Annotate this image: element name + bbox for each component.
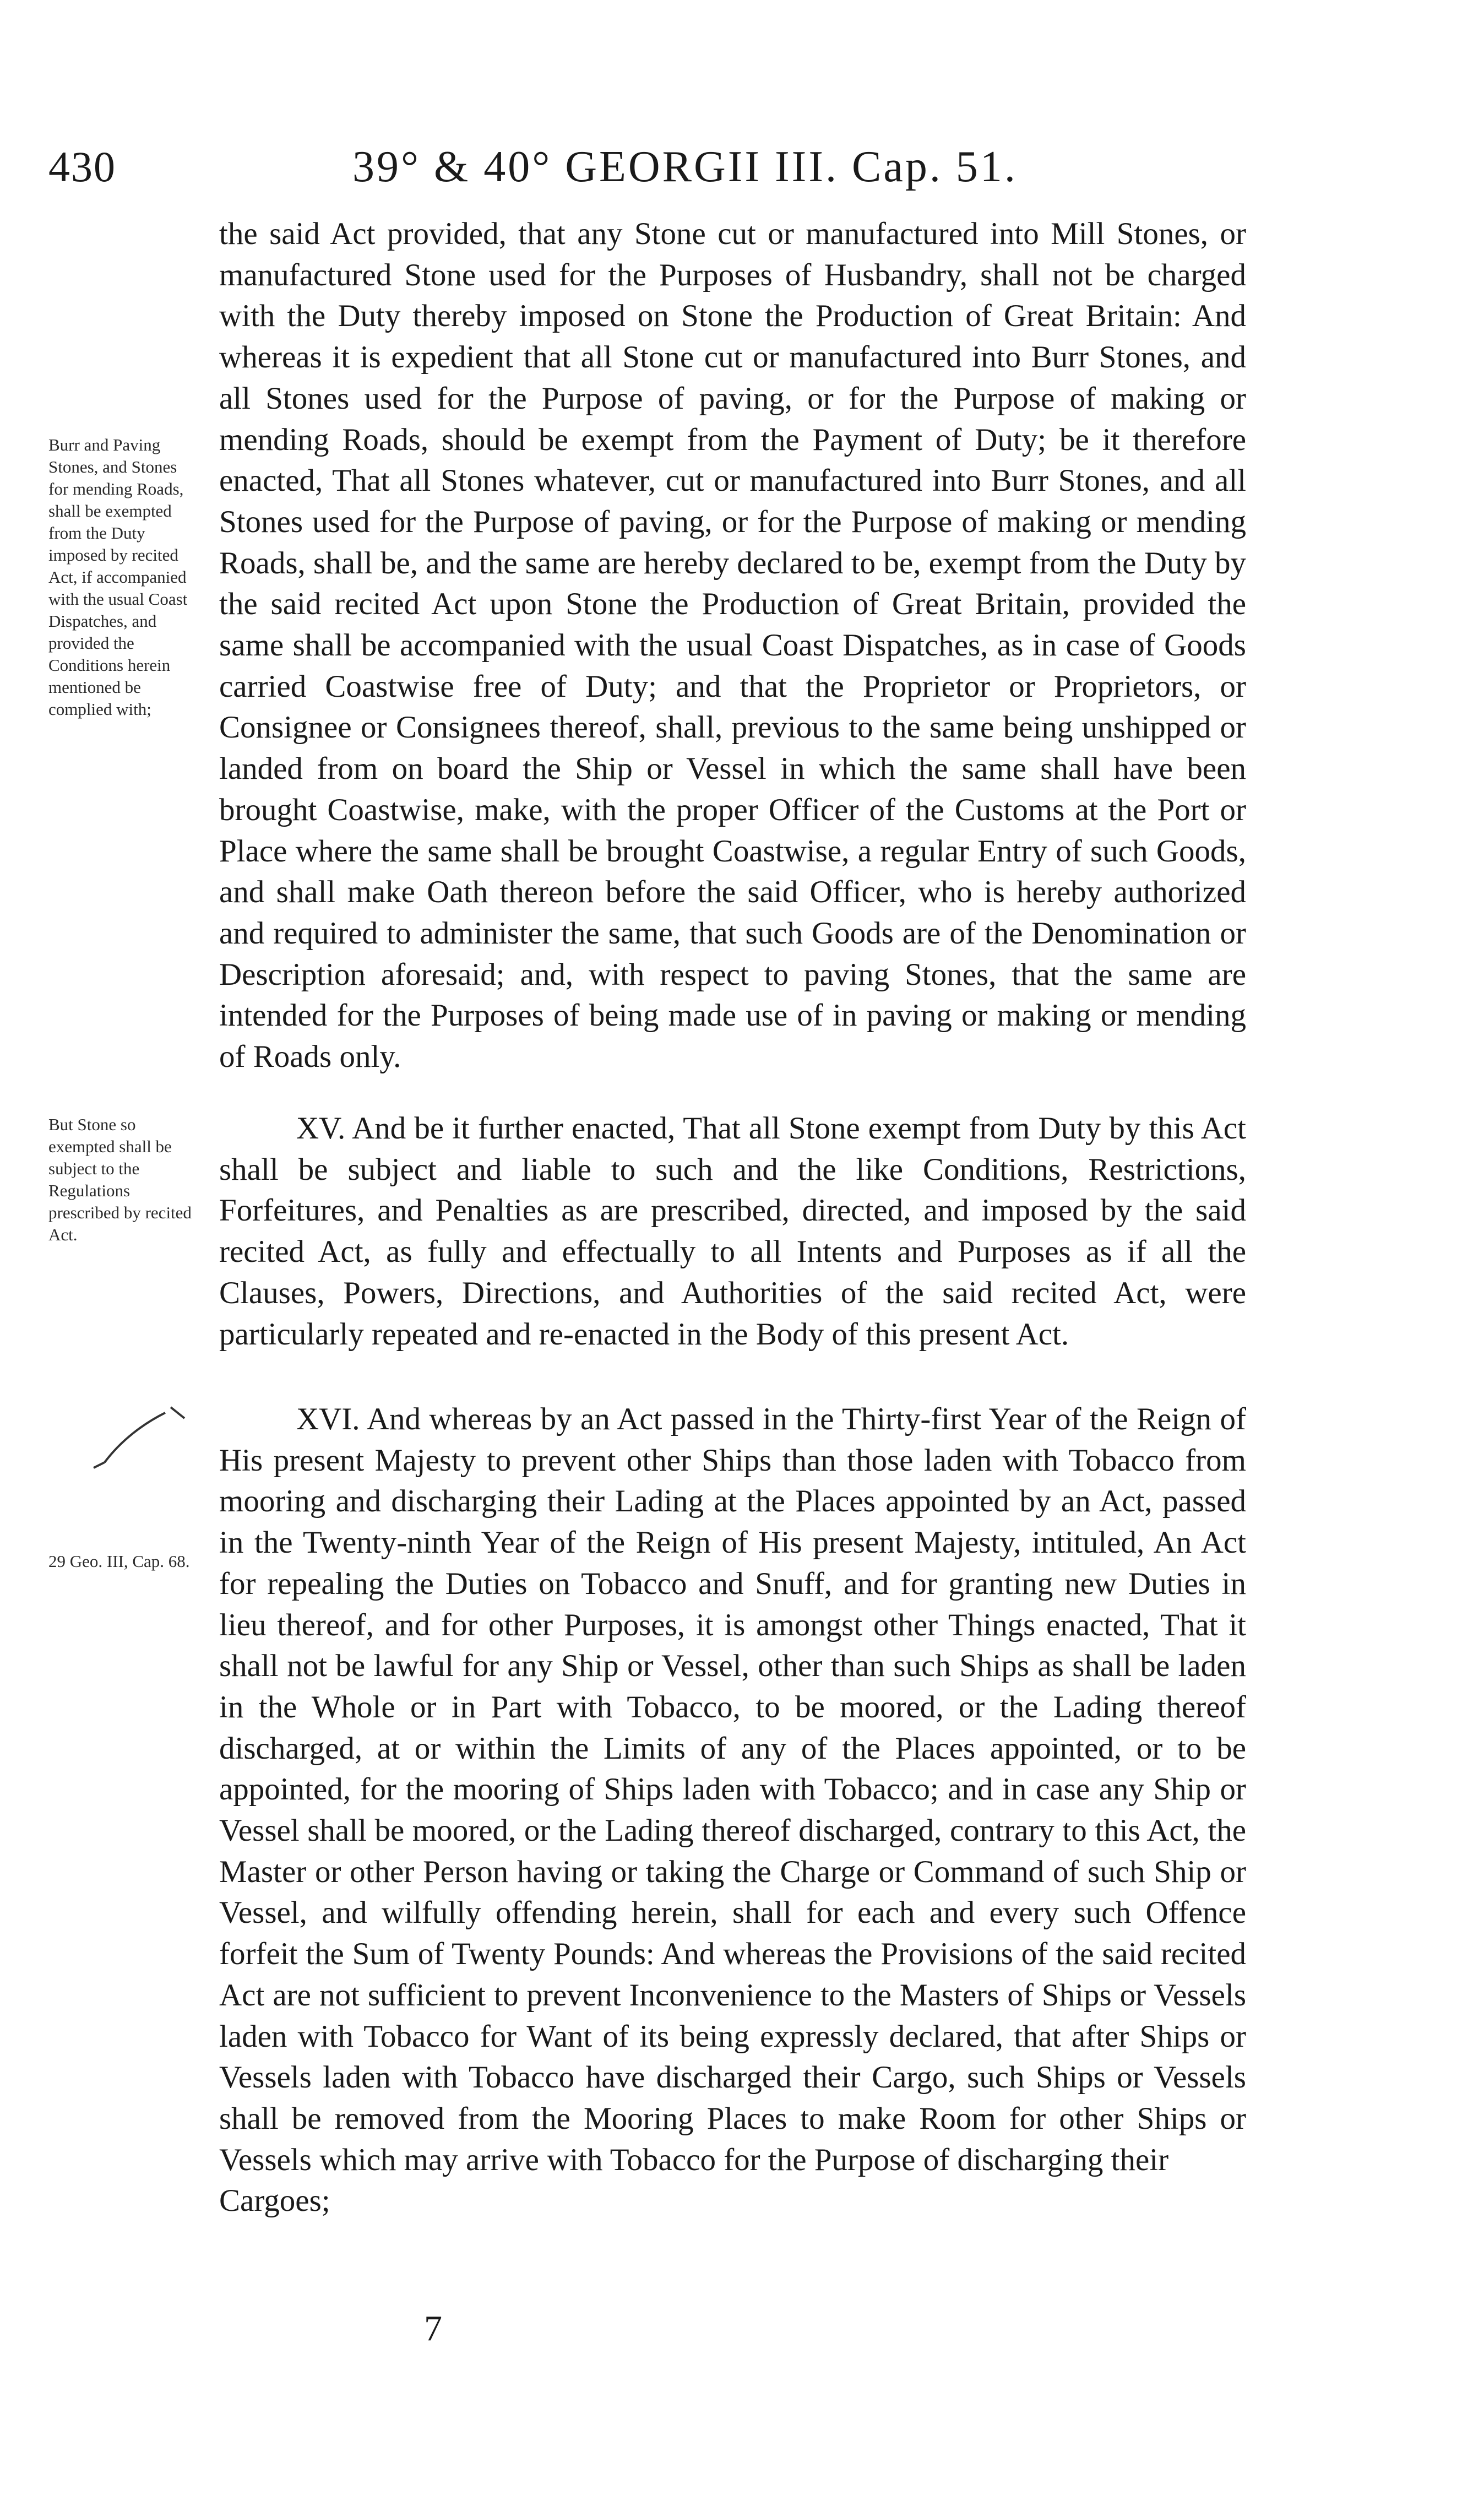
signature-mark: 7 [424,2308,442,2349]
paragraph: XVI. And whereas by an Act passed in the Thirty-first Year of the Reign of His present Majesty to prevent other Ships than those laden with Tobacco from mooring and discharging their Lading at the Places appointed by an Act, passed in the Twenty-ninth Year of the Reign of His present Majesty, intituled, An Act for repealing the Duties on Tobacco and Snuff, and for granting new Duties in lieu thereof, and for other Purposes, it is amongst other Things enacted, That it shall not be lawful for any Ship or Vessel, other than such Ships as shall be laden in the Whole or in Part with Tobacco, to be moored, or the Lading thereof discharged, at or within the Limits of any of the Places appointed, or to be appointed, for the mooring of Ships laden with Tobacco; and in case any Ship or Vessel shall be moored, or the Lading thereof discharged, contrary to this Act, the Master or other Person having or taking the Charge or Command of such Ship or Vessel, and wilfully offending herein, shall for each and every such Offence forfeit the Sum of Twenty Pounds: And whereas the Provisions of the said recited Act are not sufficient to prevent Inconvenience to the Masters of Ships or Vessels laden with Tobacco for Want of its being expressly declared, that after Ships or Vessels laden with Tobacco have discharged their Cargo, such Ships or Vessels shall be removed from the Mooring Places to make Room for other Ships or Vessels which may arrive with Tobacco for the Purpose of discharging their [219,1402,1246,2177]
handwritten-mark-icon [88,1402,198,1490]
paragraph: the said Act provided, that any Stone cut or manufactured into Mill Stones, or manufactured Stone used for the Purposes of Husbandry, shall not be charged with the Duty thereby imposed on Stone the Production of Great Britain: And whereas it is expedient that all Stone cut or manufactured into Burr Stones, and all Stones used for the Purpose of paving, or for the Purpose of making or mending Roads, should be exempt from the Payment of Duty; be it therefore enacted, That all Stones whatever, cut or manufactured into Burr Stones, and all Stones used for the Purpose of paving, or for the Purpose of making or mending Roads, shall be, and the same are hereby declared to be, exempt from the Duty by the said recited Act upon Stone the Production of Great Britain, provided the same shall be accompanied with the usual Coast Dispatches, as in case of Goods carried Coastwise free of Duty; and that the Proprietor or Proprietors, or Consignee or Consignees thereof, shall, previous to the same being unshipped or landed from on board the Ship or Vessel in which the same shall have been brought Coastwise, make, with the proper Officer of the Customs at the Port or Place where the same shall be brought Coastwise, a regular Entry of such Goods, and shall make Oath thereon before the said Officer, who is hereby authorized and required to administer the same, that such Goods are of the Denomination or Description aforesaid; and, with respect to paving Stones, that the same are intended for the Purposes of being made use of in paving or making or mending of Roads only. [219,216,1246,1075]
side-note-statute-citation: 29 Geo. III, Cap. 68. [48,1552,190,1571]
section-xiv-continuation [219,214,1246,1078]
running-head: 39° & 40° GEORGII III. Cap. 51. [352,143,1018,191]
section-xv [219,1108,1246,1355]
paragraph: XV. And be it further enacted, That all Stone exempt from Duty by this Act shall be subject and liable to such and the like Conditions, Restrictions, Forfeitures, and Penalties as are prescribed, directed, and imposed by the said recited Act, as fully and effectually to all Intents and Purposes as if all the Clauses, Powers, Directions, and Authorities of the said recited Act, were particularly repeated and re-enacted in the Body of this present Act. [219,1111,1246,1352]
page-number: 430 [48,143,116,191]
section-xvi [219,1399,1246,2222]
catchword: Cargoes; [219,2183,330,2219]
page-header [0,142,1484,203]
side-note-burr-stones: Burr and Paving Stones, and Stones for mending Roads, shall be exempted from the Duty imposed by recited Act, if accompanied with the usual Coast Dispatches, and provided the Conditions herein mentioned be complied with; [48,435,188,719]
side-note-stone-exempted: But Stone so exempted shall be subject to the Regulations prescribed by recited Act. [48,1115,192,1244]
